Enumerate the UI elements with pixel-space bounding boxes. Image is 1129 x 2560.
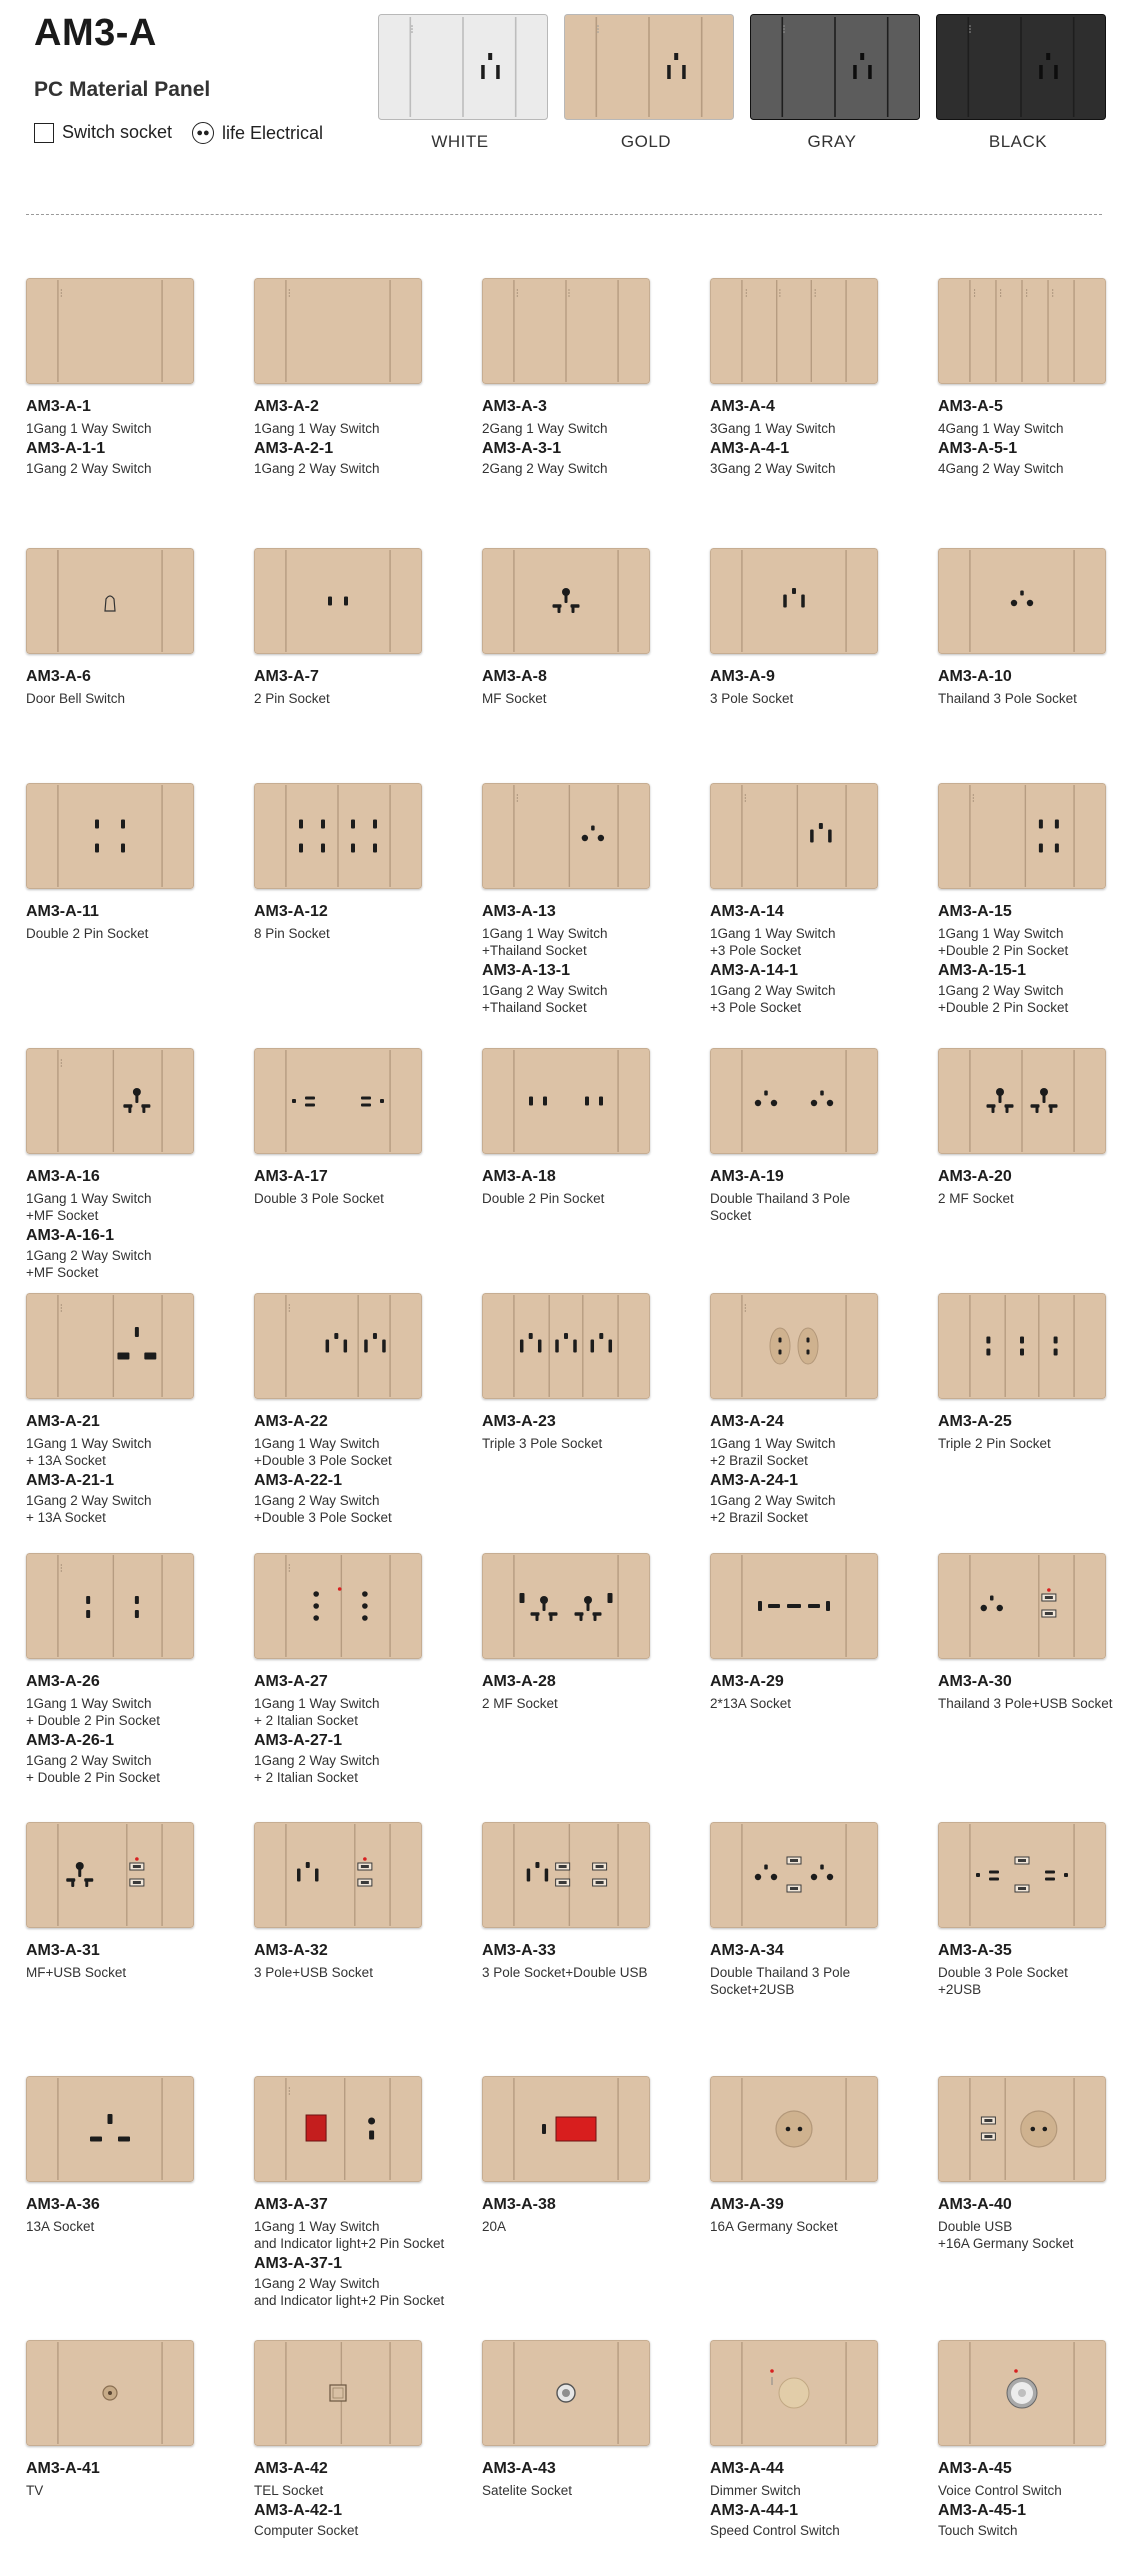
switch-double-2-pin-b-panel-icon bbox=[26, 1553, 194, 1659]
legend-life-electrical-label: life Electrical bbox=[222, 122, 324, 143]
product-description: 3Gang 1 Way Switch bbox=[710, 421, 836, 436]
product-entry bbox=[938, 1168, 1129, 1207]
double-thailand-usb-panel-icon bbox=[710, 1822, 878, 1928]
thailand-usb-panel-icon bbox=[938, 1553, 1106, 1659]
variant-code: AM3-A-45-1 bbox=[938, 2502, 1027, 2519]
product-description: 20A bbox=[482, 2219, 507, 2234]
double-2-pin-wide-panel-icon bbox=[482, 1048, 650, 1154]
variant-description: Touch Switch bbox=[938, 2523, 1018, 2538]
product-description: Triple 3 Pole Socket bbox=[482, 1436, 603, 1451]
product-code: AM3-A-2 bbox=[254, 398, 319, 415]
satellite-socket-panel-icon bbox=[482, 2340, 650, 2446]
product-description: 13A Socket bbox=[26, 2219, 95, 2234]
life-electrical-icon: ●● bbox=[192, 122, 214, 144]
product-description: Double Thailand 3 Pole Socket+2USB bbox=[710, 1965, 851, 1997]
variant-description: 1Gang 2 Way Switch bbox=[254, 461, 380, 476]
product-description: 1Gang 1 Way Switch +Double 2 Pin Socket bbox=[938, 926, 1069, 958]
section-divider bbox=[26, 214, 1102, 215]
usb-germany-panel-icon bbox=[938, 2076, 1106, 2182]
product-code: AM3-A-28 bbox=[482, 1673, 556, 1690]
product-code: AM3-A-40 bbox=[938, 2196, 1012, 2213]
variant-description: 4Gang 2 Way Switch bbox=[938, 461, 1064, 476]
3-pole-usb-panel-icon bbox=[254, 1822, 422, 1928]
double-3-pole-panel-icon bbox=[254, 1048, 422, 1154]
product-description: Double 3 Pole Socket +2USB bbox=[938, 1965, 1068, 1997]
variant-description: 1Gang 2 Way Switch + 2 Italian Socket bbox=[254, 1753, 380, 1785]
product-description: 2 Pin Socket bbox=[254, 691, 330, 706]
product-code: AM3-A-14 bbox=[710, 903, 784, 920]
page-title: AM3-A bbox=[34, 12, 157, 54]
product-description: 1Gang 1 Way Switch + 13A Socket bbox=[26, 1436, 152, 1468]
product-description: 1Gang 1 Way Switch bbox=[26, 421, 152, 436]
switch-3-pole-panel-icon bbox=[710, 783, 878, 889]
product-entry bbox=[26, 1413, 231, 1526]
product-entry bbox=[482, 903, 687, 1016]
product-entry bbox=[938, 1942, 1129, 1998]
product-entry bbox=[26, 1942, 231, 1981]
color-label-gold: GOLD bbox=[620, 132, 672, 151]
2-13a-socket-panel-icon bbox=[710, 1553, 878, 1659]
variant-code: AM3-A-13-1 bbox=[482, 962, 571, 979]
variant-description: Computer Socket bbox=[254, 2523, 359, 2538]
3-pole-double-usb-panel-icon bbox=[482, 1822, 650, 1928]
product-entry bbox=[710, 1168, 915, 1224]
product-description: Double USB +16A Germany Socket bbox=[938, 2219, 1074, 2251]
tel-socket-panel-icon bbox=[254, 2340, 422, 2446]
product-code: AM3-A-30 bbox=[938, 1673, 1012, 1690]
variant-code: AM3-A-16-1 bbox=[26, 1227, 115, 1244]
product-description: Door Bell Switch bbox=[26, 691, 126, 706]
product-code: AM3-A-11 bbox=[26, 903, 99, 920]
variant-code: AM3-A-24-1 bbox=[710, 1472, 799, 1489]
color-label-black: BLACK bbox=[988, 132, 1048, 151]
variant-description: 1Gang 2 Way Switch +2 Brazil Socket bbox=[710, 1493, 836, 1525]
variant-code: AM3-A-15-1 bbox=[938, 962, 1027, 979]
product-code: AM3-A-22 bbox=[254, 1413, 328, 1430]
variant-description: 1Gang 2 Way Switch + Double 2 Pin Socket bbox=[26, 1753, 160, 1785]
product-entry bbox=[26, 903, 231, 942]
product-description: Voice Control Switch bbox=[938, 2483, 1062, 2498]
dimmer-switch-panel-icon bbox=[710, 2340, 878, 2446]
variant-description: Speed Control Switch bbox=[710, 2523, 840, 2538]
product-code: AM3-A-31 bbox=[26, 1942, 100, 1959]
product-entry bbox=[26, 1673, 231, 1786]
product-code: AM3-A-45 bbox=[938, 2460, 1012, 2477]
product-entry bbox=[710, 668, 915, 707]
variant-code: AM3-A-42-1 bbox=[254, 2502, 343, 2519]
variant-description: 2Gang 2 Way Switch bbox=[482, 461, 608, 476]
product-code: AM3-A-4 bbox=[710, 398, 775, 415]
color-swatch-gold bbox=[564, 14, 734, 120]
double-3-pole-usb-panel-icon bbox=[938, 1822, 1106, 1928]
product-code: AM3-A-3 bbox=[482, 398, 547, 415]
switch-thailand-panel-icon bbox=[482, 783, 650, 889]
variant-code: AM3-A-3-1 bbox=[482, 440, 562, 457]
2-mf-socket-panel-icon bbox=[938, 1048, 1106, 1154]
product-entry bbox=[710, 1673, 915, 1712]
4-gang-switch-panel-icon bbox=[938, 278, 1106, 384]
product-code: AM3-A-38 bbox=[482, 2196, 556, 2213]
product-entry bbox=[254, 1942, 459, 1981]
variant-code: AM3-A-2-1 bbox=[254, 440, 334, 457]
variant-code: AM3-A-37-1 bbox=[254, 2255, 343, 2272]
switch-italian-panel-icon bbox=[254, 1553, 422, 1659]
switch-double-2-pin-panel-icon bbox=[938, 783, 1106, 889]
20a-switch-panel-icon bbox=[482, 2076, 650, 2182]
product-code: AM3-A-24 bbox=[710, 1413, 784, 1430]
product-code: AM3-A-15 bbox=[938, 903, 1012, 920]
product-entry bbox=[254, 2196, 459, 2309]
variant-code: AM3-A-1-1 bbox=[26, 440, 106, 457]
product-code: AM3-A-1 bbox=[26, 398, 91, 415]
product-code: AM3-A-20 bbox=[938, 1168, 1012, 1185]
product-description: 1Gang 1 Way Switch +Thailand Socket bbox=[482, 926, 608, 958]
product-description: 1Gang 1 Way Switch and Indicator light+2 Pin Socket bbox=[254, 2219, 445, 2251]
product-code: AM3-A-5 bbox=[938, 398, 1003, 415]
mf-socket-panel-icon bbox=[482, 548, 650, 654]
product-code: AM3-A-44 bbox=[710, 2460, 784, 2477]
product-description: Double Thailand 3 Pole Socket bbox=[710, 1191, 851, 1223]
product-code: AM3-A-26 bbox=[26, 1673, 100, 1690]
product-entry bbox=[938, 668, 1129, 707]
product-description: 1Gang 1 Way Switch +Double 3 Pole Socket bbox=[254, 1436, 392, 1468]
switch-double-3-pole-panel-icon bbox=[254, 1293, 422, 1399]
product-code: AM3-A-33 bbox=[482, 1942, 556, 1959]
variant-code: AM3-A-22-1 bbox=[254, 1472, 343, 1489]
double-2-pin-panel-icon bbox=[26, 783, 194, 889]
variant-description: 1Gang 2 Way Switch +Double 2 Pin Socket bbox=[938, 983, 1069, 1015]
product-code: AM3-A-37 bbox=[254, 2196, 328, 2213]
product-entry bbox=[938, 2460, 1129, 2539]
color-swatch-black bbox=[936, 14, 1106, 120]
3-pole-socket-panel-icon bbox=[710, 548, 878, 654]
product-description: 1Gang 1 Way Switch +3 Pole Socket bbox=[710, 926, 836, 958]
product-code: AM3-A-43 bbox=[482, 2460, 556, 2477]
product-entry bbox=[710, 2460, 915, 2539]
triple-2-pin-panel-icon bbox=[938, 1293, 1106, 1399]
product-code: AM3-A-34 bbox=[710, 1942, 784, 1959]
variant-description: 1Gang 2 Way Switch +MF Socket bbox=[26, 1248, 152, 1280]
product-description: 16A Germany Socket bbox=[710, 2219, 838, 2234]
germany-socket-panel-icon bbox=[710, 2076, 878, 2182]
product-description: Thailand 3 Pole Socket bbox=[938, 691, 1077, 706]
product-entry bbox=[710, 2196, 915, 2235]
variant-description: 3Gang 2 Way Switch bbox=[710, 461, 836, 476]
product-entry bbox=[26, 1168, 231, 1281]
product-code: AM3-A-39 bbox=[710, 2196, 784, 2213]
product-code: AM3-A-29 bbox=[710, 1673, 784, 1690]
product-code: AM3-A-16 bbox=[26, 1168, 100, 1185]
product-entry bbox=[482, 398, 687, 477]
product-entry bbox=[26, 668, 231, 707]
product-entry bbox=[482, 2460, 687, 2499]
product-code: AM3-A-35 bbox=[938, 1942, 1012, 1959]
variant-code: AM3-A-26-1 bbox=[26, 1732, 115, 1749]
product-description: 2 MF Socket bbox=[938, 1191, 1014, 1206]
product-description: 2 MF Socket bbox=[482, 1696, 558, 1711]
product-entry bbox=[710, 1413, 915, 1526]
product-entry bbox=[254, 398, 459, 477]
product-code: AM3-A-12 bbox=[254, 903, 328, 920]
thailand-socket-panel-icon bbox=[938, 548, 1106, 654]
product-description: 2*13A Socket bbox=[710, 1696, 792, 1711]
product-description: 1Gang 1 Way Switch bbox=[254, 421, 380, 436]
tv-socket-panel-icon bbox=[26, 2340, 194, 2446]
product-code: AM3-A-17 bbox=[254, 1168, 328, 1185]
double-thailand-panel-icon bbox=[710, 1048, 878, 1154]
variant-description: 1Gang 2 Way Switch +3 Pole Socket bbox=[710, 983, 836, 1015]
1-gang-switch-panel-icon bbox=[26, 278, 194, 384]
variant-code: AM3-A-21-1 bbox=[26, 1472, 115, 1489]
product-entry bbox=[710, 1942, 915, 1998]
color-swatch-gray bbox=[750, 14, 920, 120]
product-code: AM3-A-7 bbox=[254, 668, 319, 685]
mf-usb-panel-icon bbox=[26, 1822, 194, 1928]
switch-brazil-panel-icon bbox=[710, 1293, 878, 1399]
product-description: 3 Pole+USB Socket bbox=[254, 1965, 373, 1980]
switch-13a-panel-icon bbox=[26, 1293, 194, 1399]
product-description: Thailand 3 Pole+USB Socket bbox=[938, 1696, 1113, 1711]
variant-code: AM3-A-4-1 bbox=[710, 440, 790, 457]
legend-switch-socket bbox=[34, 122, 172, 143]
product-entry bbox=[254, 1673, 459, 1786]
product-description: 2Gang 1 Way Switch bbox=[482, 421, 608, 436]
product-description: Double 3 Pole Socket bbox=[254, 1191, 384, 1206]
product-description: 1Gang 1 Way Switch + 2 Italian Socket bbox=[254, 1696, 380, 1728]
product-entry bbox=[710, 903, 915, 1016]
variant-description: 1Gang 2 Way Switch +Thailand Socket bbox=[482, 983, 608, 1015]
product-entry bbox=[254, 903, 459, 942]
variant-code: AM3-A-27-1 bbox=[254, 1732, 343, 1749]
product-code: AM3-A-6 bbox=[26, 668, 91, 685]
product-entry bbox=[254, 668, 459, 707]
switch-mf-panel-icon bbox=[26, 1048, 194, 1154]
product-code: AM3-A-21 bbox=[26, 1413, 100, 1430]
color-label-gray: GRAY bbox=[807, 132, 857, 151]
variant-description: 1Gang 2 Way Switch + 13A Socket bbox=[26, 1493, 152, 1525]
product-description: MF Socket bbox=[482, 691, 547, 706]
product-code: AM3-A-9 bbox=[710, 668, 775, 685]
product-entry bbox=[482, 1942, 687, 1981]
color-label-white: WHITE bbox=[431, 132, 489, 151]
variant-code: AM3-A-44-1 bbox=[710, 2502, 799, 2519]
page-subtitle: PC Material Panel bbox=[34, 78, 211, 101]
product-description: Triple 2 Pin Socket bbox=[938, 1436, 1051, 1451]
product-code: AM3-A-42 bbox=[254, 2460, 328, 2477]
product-entry bbox=[938, 903, 1129, 1016]
product-entry bbox=[710, 398, 915, 477]
product-code: AM3-A-8 bbox=[482, 668, 547, 685]
switch-socket-icon bbox=[34, 123, 54, 143]
voice-touch-switch-panel-icon bbox=[938, 2340, 1106, 2446]
variant-description: 1Gang 2 Way Switch +Double 3 Pole Socket bbox=[254, 1493, 392, 1525]
product-code: AM3-A-19 bbox=[710, 1168, 784, 1185]
color-swatch-white bbox=[378, 14, 548, 120]
product-entry bbox=[482, 1413, 687, 1452]
1-gang-switch-panel-icon bbox=[254, 278, 422, 384]
3-gang-switch-panel-icon bbox=[710, 278, 878, 384]
product-description: 4Gang 1 Way Switch bbox=[938, 421, 1064, 436]
triple-3-pole-panel-icon bbox=[482, 1293, 650, 1399]
product-entry bbox=[938, 398, 1129, 477]
legend-switch-socket-label: Switch socket bbox=[62, 122, 173, 142]
product-description: 3 Pole Socket+Double USB bbox=[482, 1965, 648, 1980]
product-entry bbox=[26, 2460, 231, 2499]
product-entry bbox=[482, 2196, 687, 2235]
product-description: 3 Pole Socket bbox=[710, 691, 794, 706]
13a-socket-panel-icon bbox=[26, 2076, 194, 2182]
product-description: Dimmer Switch bbox=[710, 2483, 801, 2498]
product-code: AM3-A-36 bbox=[26, 2196, 100, 2213]
product-description: Satelite Socket bbox=[482, 2483, 573, 2498]
product-entry bbox=[938, 2196, 1129, 2252]
product-entry bbox=[254, 2460, 459, 2539]
product-code: AM3-A-18 bbox=[482, 1168, 556, 1185]
indicator-2-pin-panel-icon bbox=[254, 2076, 422, 2182]
8-pin-socket-panel-icon bbox=[254, 783, 422, 889]
product-entry bbox=[26, 398, 231, 477]
product-entry bbox=[254, 1413, 459, 1526]
door-bell-panel-icon bbox=[26, 548, 194, 654]
product-description: Double 2 Pin Socket bbox=[482, 1191, 605, 1206]
product-description: TEL Socket bbox=[254, 2483, 324, 2498]
2-gang-switch-panel-icon bbox=[482, 278, 650, 384]
product-code: AM3-A-25 bbox=[938, 1413, 1012, 1430]
variant-code: AM3-A-14-1 bbox=[710, 962, 799, 979]
product-code: AM3-A-32 bbox=[254, 1942, 328, 1959]
2-mf-wide-panel-icon bbox=[482, 1553, 650, 1659]
product-description: MF+USB Socket bbox=[26, 1965, 127, 1980]
product-code: AM3-A-27 bbox=[254, 1673, 328, 1690]
variant-description: 1Gang 2 Way Switch and Indicator light+2 Pin Socket bbox=[254, 2276, 445, 2308]
product-description: 1Gang 1 Way Switch + Double 2 Pin Socket bbox=[26, 1696, 160, 1728]
product-entry bbox=[938, 1413, 1129, 1452]
product-code: AM3-A-10 bbox=[938, 668, 1012, 685]
product-code: AM3-A-23 bbox=[482, 1413, 556, 1430]
product-entry bbox=[26, 2196, 231, 2235]
variant-code: AM3-A-5-1 bbox=[938, 440, 1018, 457]
product-entry bbox=[482, 1673, 687, 1712]
product-code: AM3-A-13 bbox=[482, 903, 556, 920]
product-description: 1Gang 1 Way Switch +2 Brazil Socket bbox=[710, 1436, 836, 1468]
2-pin-socket-panel-icon bbox=[254, 548, 422, 654]
product-description: 1Gang 1 Way Switch +MF Socket bbox=[26, 1191, 152, 1223]
product-entry bbox=[482, 668, 687, 707]
product-entry bbox=[938, 1673, 1129, 1712]
product-code: AM3-A-41 bbox=[26, 2460, 100, 2477]
product-description: Double 2 Pin Socket bbox=[26, 926, 149, 941]
product-description: TV bbox=[26, 2483, 44, 2498]
variant-description: 1Gang 2 Way Switch bbox=[26, 461, 152, 476]
legend-life-electrical bbox=[192, 122, 323, 144]
product-description: 8 Pin Socket bbox=[254, 926, 330, 941]
product-entry bbox=[254, 1168, 459, 1207]
product-entry bbox=[482, 1168, 687, 1207]
